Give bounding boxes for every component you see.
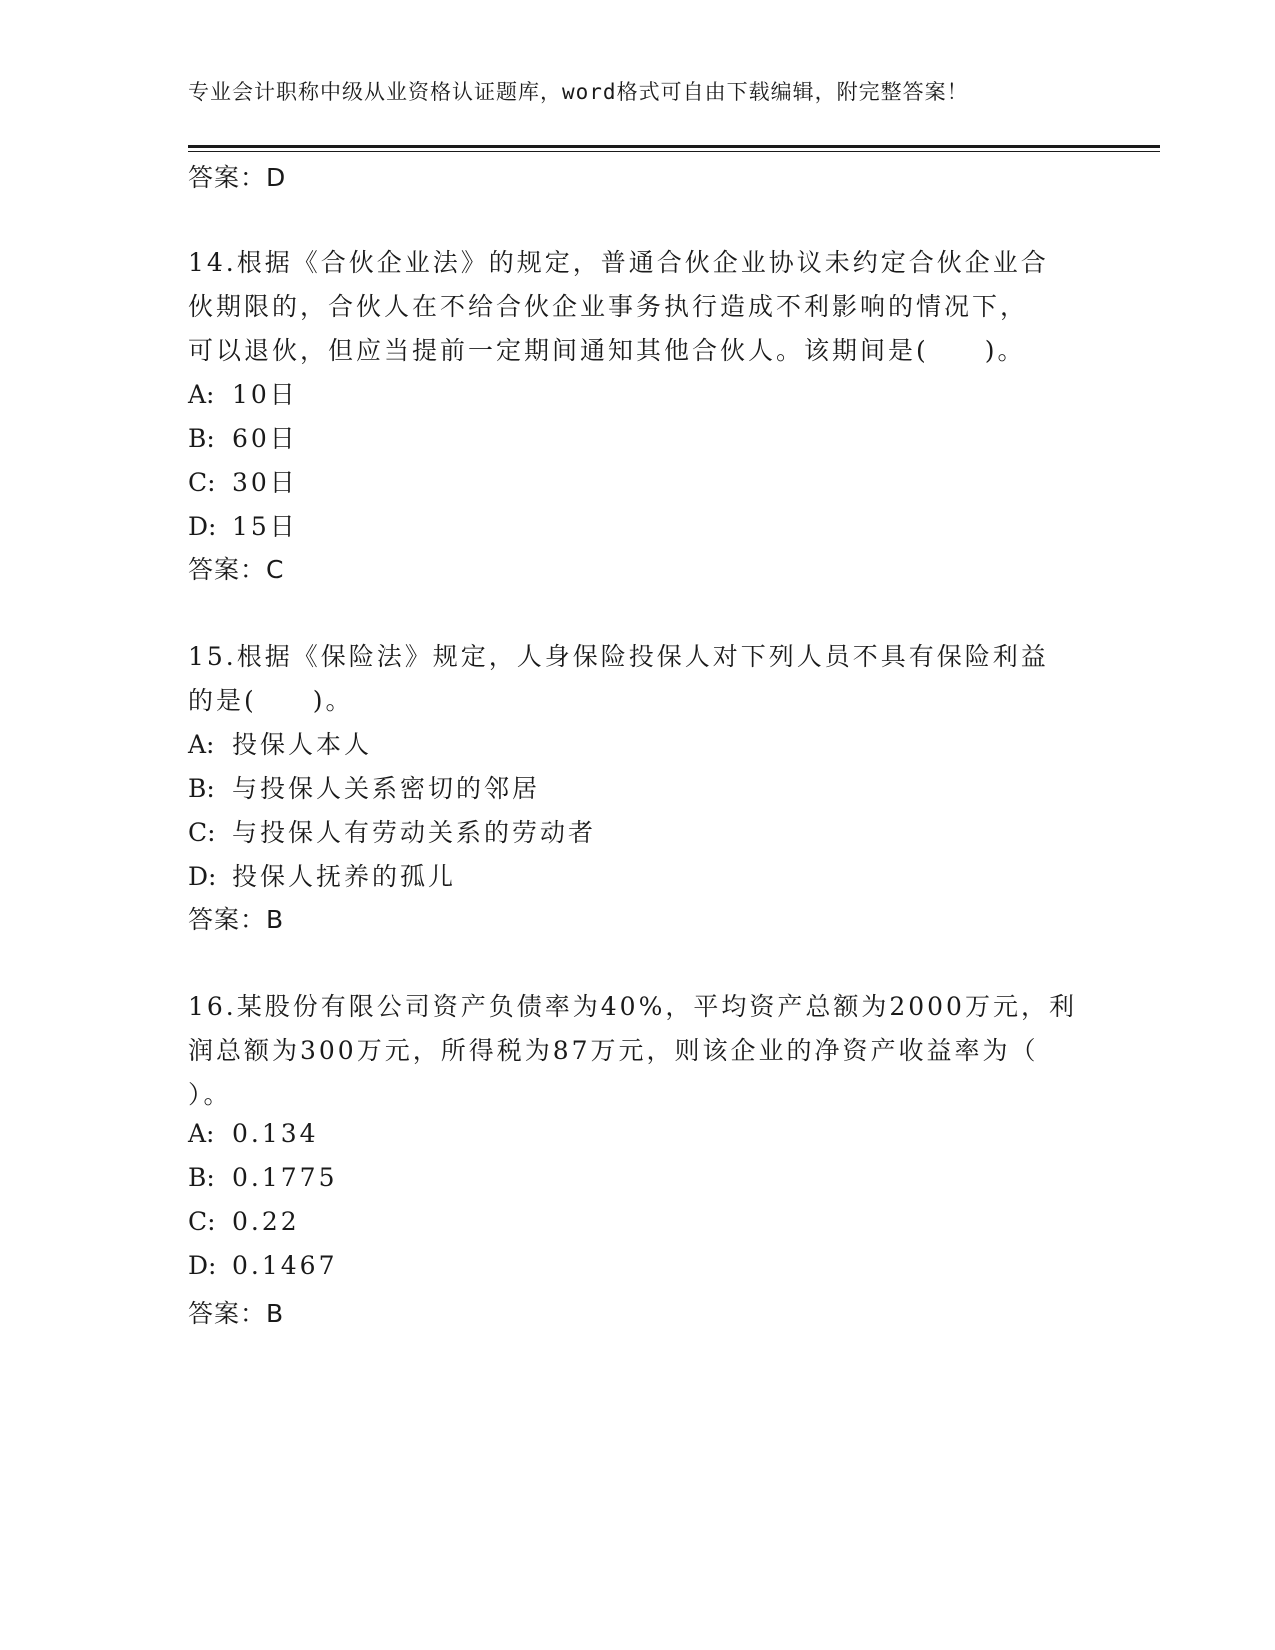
question-15-option-c xyxy=(188,813,596,849)
option-text: 0.1775 xyxy=(232,1163,338,1192)
option-key: A: xyxy=(188,1119,215,1148)
option-key: C: xyxy=(188,1207,216,1236)
question-16-line-1: 16.某股份有限公司资产负债率为40%，平均资产总额为2000万元，利 xyxy=(188,992,1077,1021)
option-key: C: xyxy=(188,468,216,497)
option-key: B: xyxy=(188,774,215,803)
header-rule-thick xyxy=(188,145,1160,148)
question-14-line-2: 伙期限的，合伙人在不给合伙企业事务执行造成不利影响的情况下， xyxy=(188,292,1029,321)
previous-answer: 答案：D xyxy=(188,163,287,192)
question-15-line-2: 的是( )。 xyxy=(188,686,354,715)
question-15-line-1: 15.根据《保险法》规定，人身保险投保人对下列人员不具有保险利益 xyxy=(188,642,1049,671)
question-16-line-2: 润总额为300万元，所得税为87万元，则该企业的净资产收益率为（ xyxy=(188,1036,1039,1065)
option-key: D: xyxy=(188,862,217,891)
question-15-option-b xyxy=(188,769,540,805)
question-16-option-b xyxy=(188,1163,337,1192)
option-text: 0.1467 xyxy=(232,1251,338,1280)
question-16-option-c xyxy=(188,1207,300,1236)
question-16-option-a xyxy=(188,1119,319,1148)
option-key: D: xyxy=(188,1251,217,1280)
option-text: 投保人抚养的孤儿 xyxy=(232,862,457,891)
option-key: D: xyxy=(188,512,217,541)
question-14-option-d xyxy=(188,507,298,543)
question-16-answer: 答案：B xyxy=(188,1299,285,1328)
option-text: 15日 xyxy=(232,512,298,541)
option-text: 10日 xyxy=(232,380,298,409)
question-14-line-3: 可以退伙，但应当提前一定期间通知其他合伙人。该期间是( )。 xyxy=(188,336,1026,365)
question-15-option-d xyxy=(188,857,456,893)
option-key: A: xyxy=(188,380,215,409)
question-14-option-c xyxy=(188,463,298,499)
option-key: C: xyxy=(188,818,216,847)
option-text: 投保人本人 xyxy=(232,730,373,759)
question-15-answer: 答案：B xyxy=(188,905,285,934)
option-key: B: xyxy=(188,1163,215,1192)
option-text: 0.22 xyxy=(232,1207,300,1236)
option-text: 30日 xyxy=(232,468,298,497)
question-16-option-d xyxy=(188,1251,337,1280)
question-14-answer: 答案：C xyxy=(188,555,285,584)
question-16-line-3: ）。 xyxy=(188,1080,232,1109)
question-14-line-1: 14.根据《合伙企业法》的规定，普通合伙企业协议未约定合伙企业合 xyxy=(188,248,1049,277)
question-14-option-b xyxy=(188,419,298,455)
option-text: 60日 xyxy=(232,424,298,453)
question-14-option-a xyxy=(188,375,298,411)
page-header: 专业会计职称中级从业资格认证题库，word格式可自由下载编辑，附完整答案！ xyxy=(188,80,969,104)
question-15-option-a xyxy=(188,725,372,761)
option-text: 与投保人有劳动关系的劳动者 xyxy=(232,818,597,847)
option-key: B: xyxy=(188,424,215,453)
option-text: 与投保人关系密切的邻居 xyxy=(232,774,541,803)
header-rule-thin xyxy=(188,151,1160,152)
option-key: A: xyxy=(188,730,215,759)
option-text: 0.134 xyxy=(232,1119,319,1148)
